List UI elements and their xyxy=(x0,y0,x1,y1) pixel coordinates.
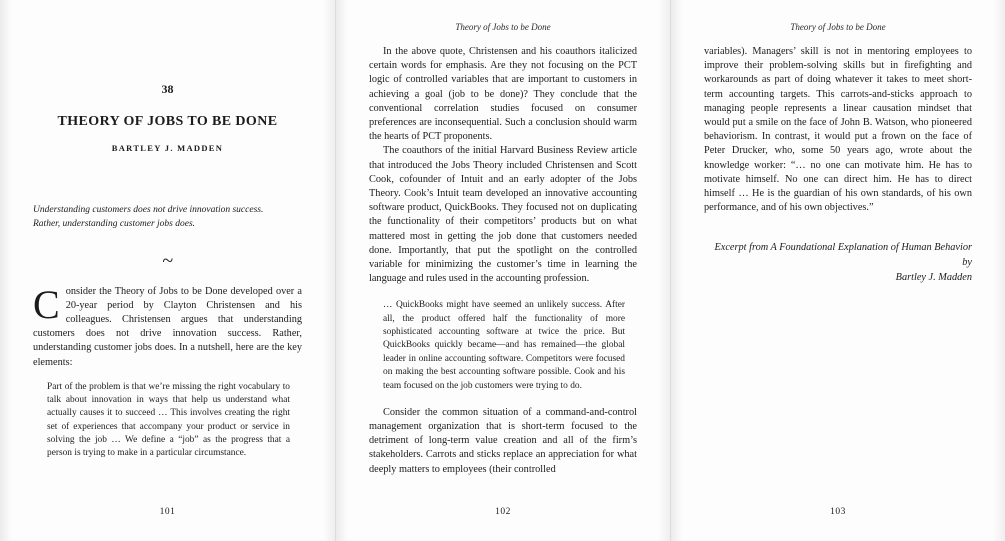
page-102 xyxy=(335,0,670,541)
body-paragraph: The coauthors of the initial Harvard Business Review article that introduced the Jobs Theory included Christensen and Scott Cook, cofounder of Intuit and an early adopter of the Jobs Theory. Cook’s Intuit team developed an innovative accounting software product, QuickBooks. They focused not on duplicating the functionality of their competitors’ products but on what mattered most in getting the job done that customers needed done. Importantly, that put the spotlight on the controlled variable for minimizing the customer’s time in learning the language and rules used in the accounting profession. xyxy=(369,145,637,285)
epigraph xyxy=(33,203,302,232)
attribution-line-1: Excerpt from A Foundational Explanation of Human Behavior by xyxy=(714,242,972,269)
chapter-author: BARTLEY J. MADDEN xyxy=(111,143,224,153)
page-number: 103 xyxy=(830,507,846,517)
attribution xyxy=(704,241,972,286)
body-paragraph: variables). Managers’ skill is not in mentoring employees to improve their problem-solving skills but in firefighting and workarounds as part of doing whatever it takes to meet short-term accounting targets. This carrots-and-sticks approach to managing people represents a linear causation mindset that would put a smile on the face of John B. Watson, who pioneered behaviorism. In contrast, it would put a frown on the face of Peter Drucker, who, some 50 years ago, wrote about the knowledge worker: “… no one can motivate him. He has to motivate himself. No one can direct him. He has to direct himself … He is the guardian of his own standards, of his own performance, and of his own objectives.” xyxy=(704,46,972,214)
section-ornament: ~ xyxy=(162,249,173,272)
chapter-number: 38 xyxy=(161,82,174,96)
page-number: 102 xyxy=(495,507,511,517)
epigraph-line-1: Understanding customers does not drive innovation success. xyxy=(33,205,264,215)
page-103 xyxy=(670,0,1005,541)
page-103-body xyxy=(704,45,972,286)
intro-paragraph-text: onsider the Theory of Jobs to be Done developed over a 20-year period by Clayton Christensen and his colleagues. Christensen argues that understanding customers does not drive innovation success. Rather, understanding customer jobs does. In a nutshell, here are the key elements: xyxy=(33,285,302,368)
intro-paragraph xyxy=(33,281,302,370)
attribution-line-2: Bartley J. Madden xyxy=(895,272,972,284)
page-101 xyxy=(0,0,335,541)
page-102-body xyxy=(369,45,637,477)
running-header: Theory of Jobs to be Done xyxy=(455,22,551,32)
running-header: Theory of Jobs to be Done xyxy=(790,22,886,32)
epigraph-line-2: Rather, understanding customer jobs does. xyxy=(33,219,196,230)
body-paragraph: Consider the common situation of a command-and-control management organization that is short-term focused to the detriment of long-term value creation and all of the firm’s stakeholders. Carrots and sticks replace an appreciation for what deeply matters to employees (their controlled xyxy=(369,406,637,475)
page-number: 101 xyxy=(159,507,176,517)
block-quote: … QuickBooks might have seemed an unlikely success. After all, the product offered half the functionality of more sophisticated accounting software at twice the price. But QuickBooks quickly became—and has remained—the global leader in online accounting software. Competitors were focused on making the best accounting software possible. Cook and his team focused on the job customers were trying to do. xyxy=(383,300,625,391)
chapter-title: THEORY OF JOBS TO BE DONE xyxy=(57,114,278,129)
block-quote: Part of the problem is that we’re missing the right vocabulary to talk about innovation in ways that help us understand what actually causes it to succeed … This involves creating the right set of experiences that accompany your product or service in solving the job … We define a “job” as the progress that a person is trying to make in a particular circumstance. xyxy=(47,381,290,459)
drop-cap: C xyxy=(33,281,60,327)
body-paragraph: In the above quote, Christensen and his coauthors italicized certain words for emphasis. Are they not focusing on the PCT logic of controlled variables that are important to customers in achieving a goal (job to be done)? They conclude that the conventional correlation studies focused on consumer preferences are inconsequential. Such a conclusion should warm the hearts of PCT proponents. xyxy=(369,46,637,143)
